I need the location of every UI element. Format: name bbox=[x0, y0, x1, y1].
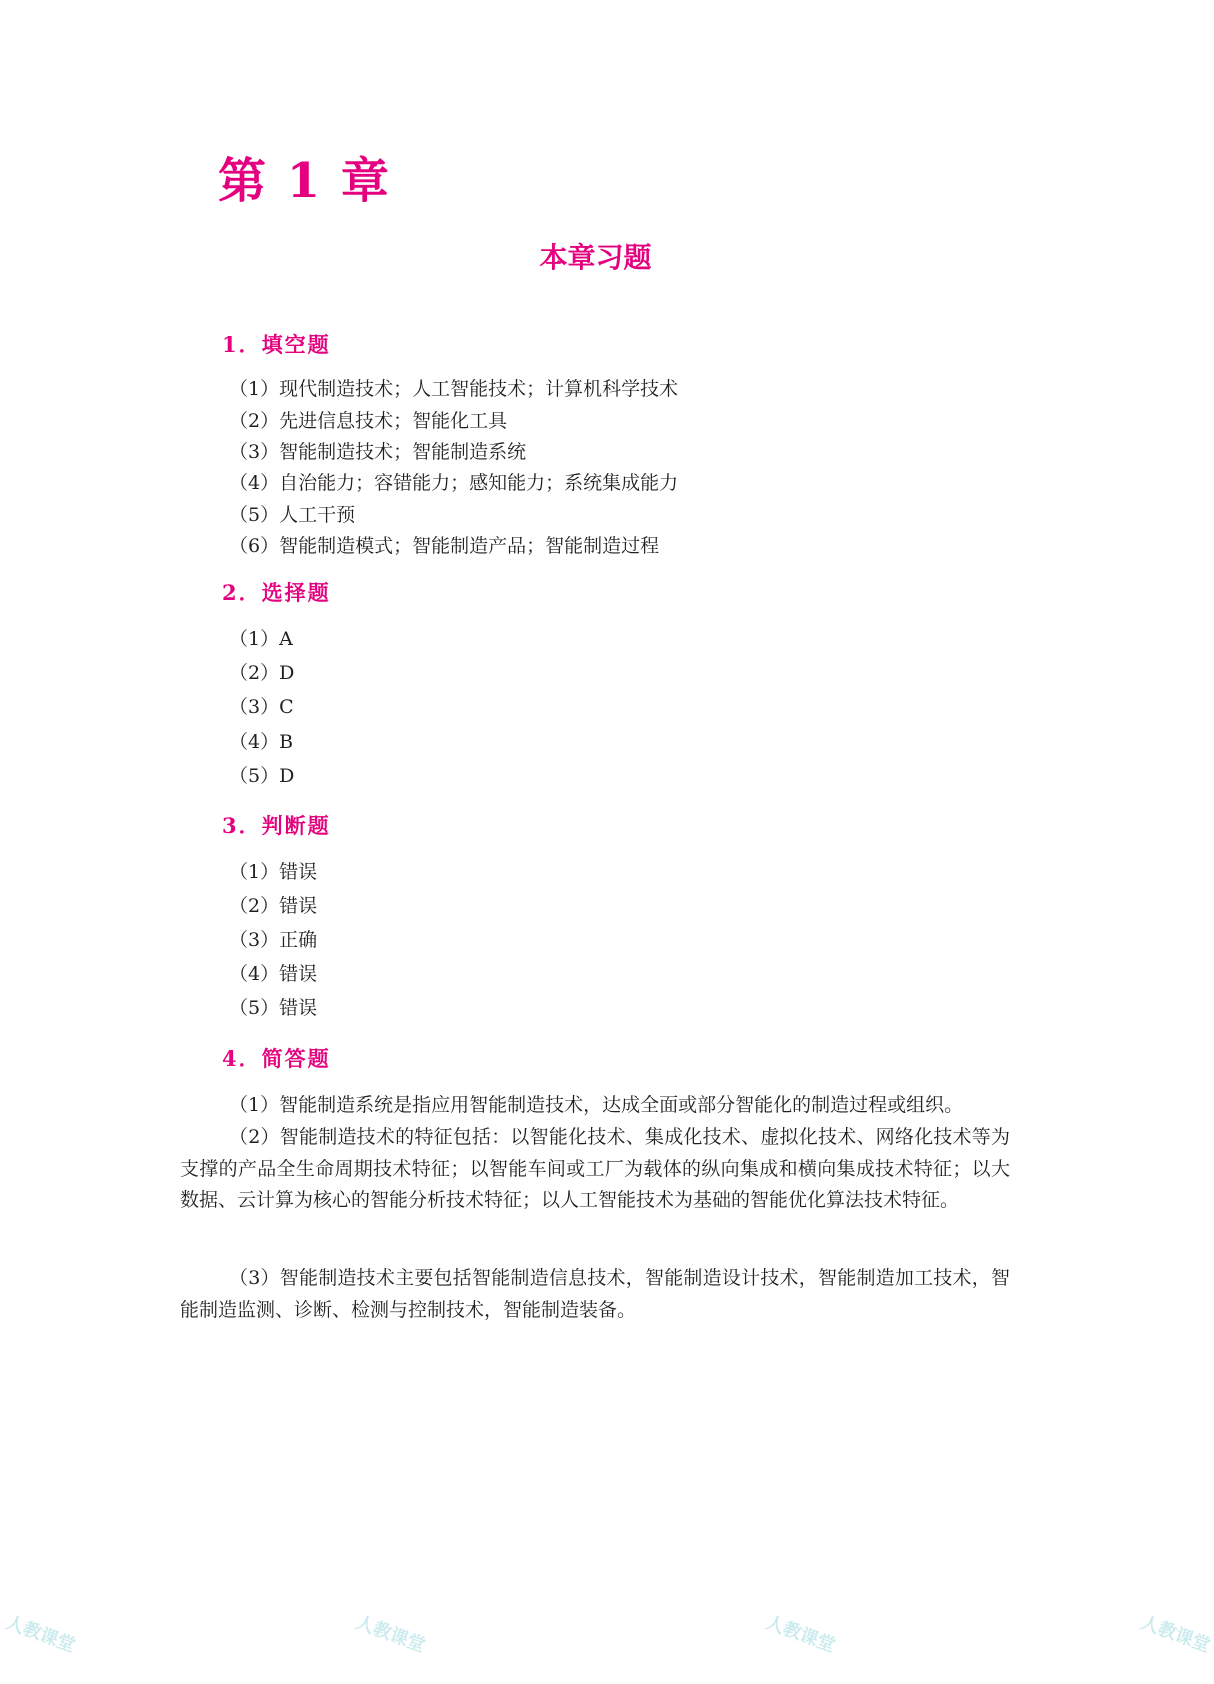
fill-blank-answer-6: （6）智能制造模式；智能制造产品；智能制造过程 bbox=[229, 535, 660, 557]
fill-blank-answer-2: （2）先进信息技术；智能化工具 bbox=[229, 410, 508, 432]
section-heading bbox=[0, 236, 1191, 276]
true-false-answer-4: （4）错误 bbox=[229, 963, 318, 985]
choice-answer-3: （3）C bbox=[229, 696, 294, 718]
true-false-answer-5: （5）错误 bbox=[229, 997, 318, 1019]
true-false-answer-2: （2）错误 bbox=[229, 895, 318, 917]
watermark-3: 人教课堂 bbox=[763, 1612, 838, 1657]
choice-answer-4: （4）B bbox=[229, 731, 294, 753]
short-answer-paragraph-2: （2）智能制造技术的特征包括：以智能化技术、集成化技术、虚拟化技术、网络化技术等为支撑的产品全生命周期技术特征；以智能车间或工厂为载体的纵向集成和横向集成技术特征；以大数据、云计算为核心的智能分析技术特征；以人工智能技术为基础的智能优化算法技术特征。 bbox=[180, 1126, 1010, 1211]
section-heading-text: 本章习题 bbox=[539, 241, 652, 274]
choice-answer-5: （5）D bbox=[229, 765, 295, 787]
watermark-1: 人教课堂 bbox=[3, 1612, 78, 1657]
choice-answer-1: （1）A bbox=[229, 628, 293, 650]
true-false-answer-3: （3）正确 bbox=[229, 929, 318, 951]
fill-blank-heading: 1．填空题 bbox=[222, 332, 331, 357]
choice-heading: 2．选择题 bbox=[222, 580, 331, 605]
fill-blank-answer-3: （3）智能制造技术；智能制造系统 bbox=[229, 441, 527, 463]
fill-blank-answer-5: （5）人工干预 bbox=[229, 504, 356, 526]
short-answer-heading: 4．简答题 bbox=[222, 1046, 331, 1071]
watermark-4: 人教课堂 bbox=[1138, 1612, 1213, 1657]
chapter-title: 第 1 章 bbox=[218, 153, 391, 209]
true-false-heading: 3．判断题 bbox=[222, 813, 331, 838]
short-answer-paragraph-1: （1）智能制造系统是指应用智能制造技术，达成全面或部分智能化的制造过程或组织。 bbox=[229, 1094, 964, 1116]
short-answer-paragraph-3: （3）智能制造技术主要包括智能制造信息技术，智能制造设计技术，智能制造加工技术，智能制造监测、诊断、检测与控制技术，智能制造装备。 bbox=[180, 1267, 1010, 1321]
fill-blank-answer-1: （1）现代制造技术；人工智能技术；计算机科学技术 bbox=[229, 378, 679, 400]
true-false-answer-1: （1）错误 bbox=[229, 861, 318, 883]
fill-blank-answer-4: （4）自治能力；容错能力；感知能力；系统集成能力 bbox=[229, 472, 679, 494]
choice-answer-2: （2）D bbox=[229, 662, 295, 684]
watermark-2: 人教课堂 bbox=[353, 1612, 428, 1657]
